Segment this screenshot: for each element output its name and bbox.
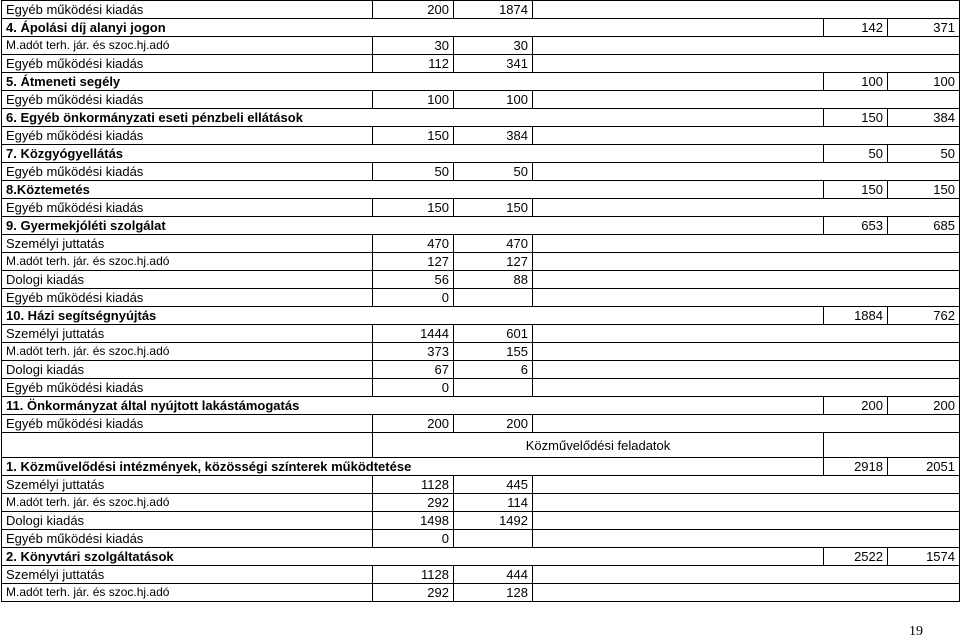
line-item-value-2: 114 (454, 494, 533, 512)
line-item-label: Egyéb működési kiadás (2, 530, 373, 548)
line-item-row (2, 343, 960, 361)
line-item-label: M.adót terh. jár. és szoc.hj.adó (2, 253, 373, 271)
section-value-2: 100 (888, 73, 960, 91)
section-value-2: 2051 (888, 458, 960, 476)
blank-cell (824, 433, 960, 458)
line-item-row (2, 415, 960, 433)
line-item-row (2, 91, 960, 109)
blank-cell (533, 584, 960, 602)
section-row (2, 307, 960, 325)
line-item-label: Egyéb működési kiadás (2, 289, 373, 307)
section-title: 7. Közgyógyellátás (2, 145, 824, 163)
line-item-row (2, 566, 960, 584)
line-item-row (2, 289, 960, 307)
line-item-label: Egyéb működési kiadás (2, 91, 373, 109)
line-item-value-2: 30 (454, 37, 533, 55)
section-title: 2. Könyvtári szolgáltatások (2, 548, 824, 566)
section-value-2: 762 (888, 307, 960, 325)
line-item-label: Személyi juttatás (2, 476, 373, 494)
section-title: 9. Gyermekjóléti szolgálat (2, 217, 824, 235)
section-title: 11. Önkormányzat által nyújtott lakástámogatás (2, 397, 824, 415)
section-value-2: 50 (888, 145, 960, 163)
section-value-2: 200 (888, 397, 960, 415)
line-item-row (2, 235, 960, 253)
line-item-value-1: 470 (373, 235, 454, 253)
section-row (2, 145, 960, 163)
section-value-1: 1884 (824, 307, 888, 325)
line-item-value-1: 50 (373, 163, 454, 181)
line-item-label: Személyi juttatás (2, 235, 373, 253)
line-item-value-1: 0 (373, 379, 454, 397)
line-item-row (2, 253, 960, 271)
page-number: 19 (909, 624, 923, 639)
section-value-1: 150 (824, 109, 888, 127)
line-item-value-2: 128 (454, 584, 533, 602)
blank-cell (533, 91, 960, 109)
line-item-value-2: 50 (454, 163, 533, 181)
line-item-value-2: 341 (454, 55, 533, 73)
line-item-row (2, 1, 960, 19)
line-item-value-1: 1498 (373, 512, 454, 530)
line-item-value-2: 155 (454, 343, 533, 361)
line-item-label: Dologi kiadás (2, 271, 373, 289)
blank-cell (533, 512, 960, 530)
blank-cell (533, 325, 960, 343)
line-item-value-2 (454, 289, 533, 307)
blank-cell (533, 289, 960, 307)
blank-cell (533, 163, 960, 181)
blank-cell (533, 343, 960, 361)
line-item-value-2: 1874 (454, 1, 533, 19)
line-item-value-1: 112 (373, 55, 454, 73)
section-value-1: 2918 (824, 458, 888, 476)
section-row (2, 109, 960, 127)
blank-cell (533, 361, 960, 379)
line-item-row (2, 476, 960, 494)
line-item-value-2: 200 (454, 415, 533, 433)
blank-cell (533, 253, 960, 271)
section-row (2, 458, 960, 476)
section-title: 4. Ápolási díj alanyi jogon (2, 19, 824, 37)
line-item-row (2, 494, 960, 512)
line-item-value-2 (454, 530, 533, 548)
budget-table-body (2, 1, 960, 602)
section-title: 8.Köztemetés (2, 181, 824, 199)
section-heading-row (2, 433, 960, 458)
blank-cell (533, 530, 960, 548)
line-item-value-2: 384 (454, 127, 533, 145)
line-item-value-1: 200 (373, 1, 454, 19)
line-item-value-1: 292 (373, 494, 454, 512)
section-row (2, 181, 960, 199)
line-item-value-1: 100 (373, 91, 454, 109)
blank-cell (533, 1, 960, 19)
line-item-row (2, 55, 960, 73)
line-item-label: Egyéb működési kiadás (2, 127, 373, 145)
line-item-label: Egyéb működési kiadás (2, 415, 373, 433)
line-item-row (2, 379, 960, 397)
line-item-row (2, 325, 960, 343)
line-item-value-1: 292 (373, 584, 454, 602)
line-item-value-1: 56 (373, 271, 454, 289)
budget-table (1, 0, 960, 602)
section-title: 6. Egyéb önkormányzati eseti pénzbeli ellátások (2, 109, 824, 127)
line-item-label: Egyéb működési kiadás (2, 379, 373, 397)
section-row (2, 548, 960, 566)
line-item-row (2, 127, 960, 145)
line-item-value-1: 1128 (373, 566, 454, 584)
line-item-label: Személyi juttatás (2, 325, 373, 343)
line-item-value-2: 100 (454, 91, 533, 109)
line-item-value-1: 0 (373, 289, 454, 307)
line-item-value-1: 1444 (373, 325, 454, 343)
section-value-1: 200 (824, 397, 888, 415)
line-item-label: Dologi kiadás (2, 361, 373, 379)
line-item-row (2, 584, 960, 602)
blank-cell (533, 127, 960, 145)
line-item-label: Egyéb működési kiadás (2, 55, 373, 73)
section-title: 5. Átmeneti segély (2, 73, 824, 91)
blank-cell (533, 271, 960, 289)
blank-cell (533, 199, 960, 217)
line-item-value-2: 6 (454, 361, 533, 379)
section-value-1: 100 (824, 73, 888, 91)
line-item-row (2, 199, 960, 217)
section-value-1: 2522 (824, 548, 888, 566)
line-item-value-1: 150 (373, 199, 454, 217)
line-item-row (2, 361, 960, 379)
line-item-value-1: 0 (373, 530, 454, 548)
line-item-row (2, 163, 960, 181)
line-item-value-1: 1128 (373, 476, 454, 494)
section-value-1: 142 (824, 19, 888, 37)
line-item-label: Egyéb működési kiadás (2, 1, 373, 19)
line-item-label: M.adót terh. jár. és szoc.hj.adó (2, 37, 373, 55)
line-item-value-2: 601 (454, 325, 533, 343)
blank-cell (533, 379, 960, 397)
line-item-value-2: 444 (454, 566, 533, 584)
line-item-value-2: 88 (454, 271, 533, 289)
line-item-value-1: 67 (373, 361, 454, 379)
line-item-value-2: 150 (454, 199, 533, 217)
line-item-value-1: 373 (373, 343, 454, 361)
blank-cell (533, 37, 960, 55)
line-item-row (2, 37, 960, 55)
blank-cell (533, 55, 960, 73)
line-item-value-1: 150 (373, 127, 454, 145)
blank-cell (533, 476, 960, 494)
section-value-2: 1574 (888, 548, 960, 566)
line-item-value-2: 445 (454, 476, 533, 494)
blank-cell (533, 494, 960, 512)
section-title: 10. Házi segítségnyújtás (2, 307, 824, 325)
line-item-row (2, 530, 960, 548)
line-item-value-2: 470 (454, 235, 533, 253)
line-item-value-1: 30 (373, 37, 454, 55)
line-item-label: Személyi juttatás (2, 566, 373, 584)
section-row (2, 397, 960, 415)
section-value-2: 384 (888, 109, 960, 127)
line-item-value-2: 127 (454, 253, 533, 271)
line-item-label: M.adót terh. jár. és szoc.hj.adó (2, 494, 373, 512)
line-item-label: Egyéb működési kiadás (2, 163, 373, 181)
section-value-1: 150 (824, 181, 888, 199)
line-item-label: M.adót terh. jár. és szoc.hj.adó (2, 343, 373, 361)
blank-cell (533, 415, 960, 433)
line-item-value-2 (454, 379, 533, 397)
line-item-row (2, 271, 960, 289)
line-item-value-1: 127 (373, 253, 454, 271)
section-title: 1. Közművelődési intézmények, közösségi színterek működtetése (2, 458, 824, 476)
line-item-value-2: 1492 (454, 512, 533, 530)
line-item-label: Dologi kiadás (2, 512, 373, 530)
line-item-value-1: 200 (373, 415, 454, 433)
line-item-label: Egyéb működési kiadás (2, 199, 373, 217)
line-item-label: M.adót terh. jár. és szoc.hj.adó (2, 584, 373, 602)
section-value-1: 50 (824, 145, 888, 163)
section-value-2: 685 (888, 217, 960, 235)
blank-cell (533, 566, 960, 584)
section-value-1: 653 (824, 217, 888, 235)
blank-cell (533, 235, 960, 253)
heading-blank-cell (2, 433, 373, 458)
section-row (2, 217, 960, 235)
line-item-row (2, 512, 960, 530)
section-heading: Közművelődési feladatok (373, 433, 824, 458)
section-row (2, 73, 960, 91)
section-row (2, 19, 960, 37)
section-value-2: 371 (888, 19, 960, 37)
section-value-2: 150 (888, 181, 960, 199)
